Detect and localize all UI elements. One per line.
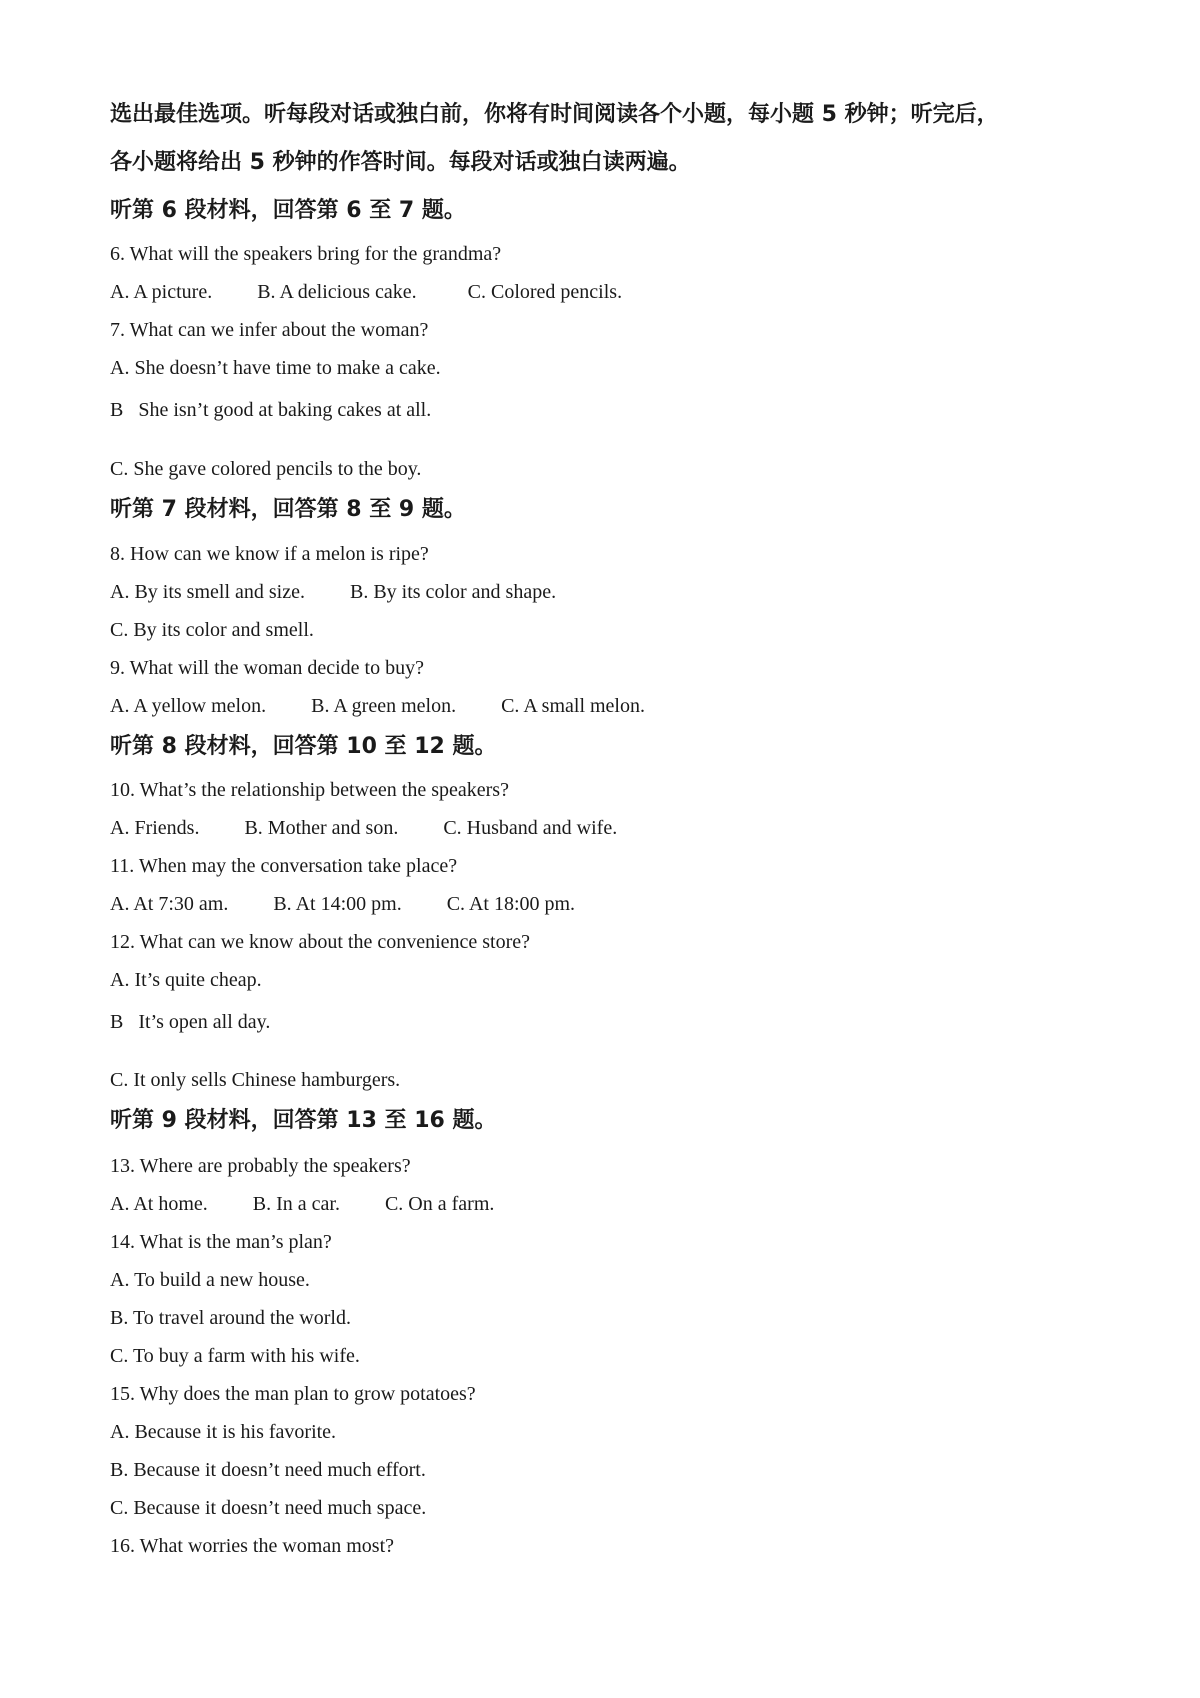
- option-14c: C. To buy a farm with his wife.: [110, 1345, 360, 1367]
- option-7c: C. She gave colored pencils to the boy.: [110, 458, 422, 480]
- option-12b: B It’s open all day.: [110, 1011, 271, 1033]
- option-12c: C. It only sells Chinese hamburgers.: [110, 1069, 401, 1091]
- option-9a: A. A yellow melon.: [110, 695, 267, 717]
- option-8a: A. By its smell and size.: [110, 581, 305, 603]
- option-13c: C. On a farm.: [384, 1193, 495, 1215]
- question-13: 13. Where are probably the speakers?: [110, 1155, 411, 1177]
- options-row-10: [110, 818, 617, 838]
- instructions-line-2: 各小题将给出 5 秒钟的作答时间。每段对话或独白读两遍。: [110, 150, 691, 175]
- option-10c: C. Husband and wife.: [443, 817, 618, 839]
- option-6c: C. Colored pencils.: [467, 281, 623, 303]
- option-13b: B. In a car.: [252, 1193, 340, 1215]
- option-8c: C. By its color and smell.: [110, 619, 314, 641]
- option-13a: A. At home.: [110, 1193, 208, 1215]
- option-15a: A. Because it is his favorite.: [110, 1421, 337, 1443]
- option-9c: C. A small melon.: [501, 695, 645, 717]
- option-10b: B. Mother and son.: [244, 817, 399, 839]
- section-heading-6: 听第 6 段材料，回答第 6 至 7 题。: [110, 198, 466, 223]
- question-15: 15. Why does the man plan to grow potatoes?: [110, 1383, 476, 1405]
- option-15b: B. Because it doesn’t need much effort.: [110, 1459, 426, 1481]
- options-row-11: [110, 894, 575, 914]
- options-row-9: [110, 696, 645, 716]
- option-7b: B She isn’t good at baking cakes at all.: [110, 399, 432, 421]
- question-6: 6. What will the speakers bring for the grandma?: [110, 243, 502, 265]
- option-11c: C. At 18:00 pm.: [446, 893, 576, 915]
- section-heading-7: 听第 7 段材料，回答第 8 至 9 题。: [110, 497, 466, 522]
- question-9: 9. What will the woman decide to buy?: [110, 657, 424, 679]
- instructions-line-1: 选出最佳选项。听每段对话或独白前，你将有时间阅读各个小题，每小题 5 秒钟；听完后，: [110, 102, 999, 127]
- option-15c: C. Because it doesn’t need much space.: [110, 1497, 427, 1519]
- question-10: 10. What’s the relationship between the speakers?: [110, 779, 509, 801]
- option-11b: B. At 14:00 pm.: [273, 893, 402, 915]
- option-6b: B. A delicious cake.: [257, 281, 417, 303]
- options-row-13: [110, 1194, 494, 1214]
- section-heading-8: 听第 8 段材料，回答第 10 至 12 题。: [110, 734, 497, 759]
- option-11a: A. At 7:30 am.: [110, 893, 229, 915]
- option-14b: B. To travel around the world.: [110, 1307, 351, 1329]
- question-14: 14. What is the man’s plan?: [110, 1231, 332, 1253]
- options-row-6: [110, 282, 622, 302]
- option-14a: A. To build a new house.: [110, 1269, 310, 1291]
- option-12a: A. It’s quite cheap.: [110, 969, 262, 991]
- option-10a: A. Friends.: [110, 817, 200, 839]
- question-12: 12. What can we know about the convenience store?: [110, 931, 531, 953]
- option-8b: B. By its color and shape.: [349, 581, 557, 603]
- section-heading-9: 听第 9 段材料，回答第 13 至 16 题。: [110, 1108, 497, 1133]
- option-9b: B. A green melon.: [311, 695, 457, 717]
- question-16: 16. What worries the woman most?: [110, 1535, 395, 1557]
- options-row-8a-8b: [110, 582, 556, 602]
- question-7: 7. What can we infer about the woman?: [110, 319, 429, 341]
- option-6a: A. A picture.: [110, 281, 213, 303]
- option-7a: A. She doesn’t have time to make a cake.: [110, 357, 441, 379]
- question-8: 8. How can we know if a melon is ripe?: [110, 543, 429, 565]
- question-11: 11. When may the conversation take place?: [110, 855, 458, 877]
